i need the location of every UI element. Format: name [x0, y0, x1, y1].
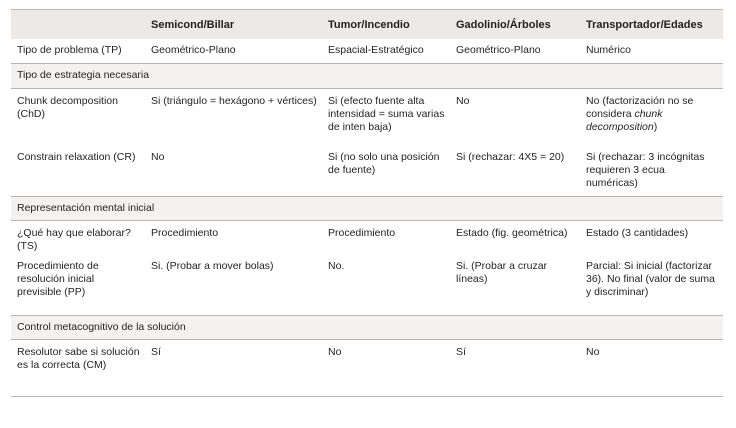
section-title: Control metacognitivo de la solución: [11, 316, 723, 340]
cell: Sí: [151, 346, 161, 358]
cell: Si. (Probar a cruzar líneas): [450, 254, 580, 316]
section-strategy: [11, 64, 723, 89]
cell: Espacial-Estratégico: [322, 39, 450, 64]
row-label: Resolutor sabe si solución es la correcta (CM): [17, 346, 140, 371]
header-row: [11, 10, 723, 39]
cell: Parcial: Si inicial (factorizar 36). No final (valor de suma y discriminar): [580, 254, 723, 316]
cell: Numérico: [580, 39, 723, 64]
cell: Si (efecto fuente alta intensidad = suma varias de inten baja): [328, 95, 445, 133]
cell: No: [456, 95, 470, 107]
row-label: Procedimiento de resolución inicial previsible (PP): [11, 254, 145, 316]
cell: No: [145, 145, 322, 197]
cell-italic-text: chunk decomposition: [586, 108, 663, 133]
header-semicond-billar: Semicond/Billar: [151, 18, 235, 31]
section-control: [11, 316, 723, 340]
header-transportador-edades: Transportador/Edades: [586, 18, 703, 31]
cell: [580, 89, 723, 145]
cell: Si. (Probar a mover bolas): [145, 254, 322, 316]
row-label: ¿Qué hay que elaborar? (TS): [17, 227, 131, 252]
cell: Geométrico-Plano: [450, 39, 580, 64]
cell: No: [328, 346, 342, 358]
cell: Si (no solo una posición de fuente): [322, 145, 450, 197]
header-empty: [11, 10, 145, 39]
cell: Si (rechazar: 4X5 = 20): [450, 145, 580, 197]
row-label: Constrain relaxation (CR): [11, 145, 145, 197]
section-title: Tipo de estrategia necesaria: [11, 64, 723, 89]
row-label: Chunk decomposition (ChD): [17, 95, 118, 120]
cell-text: No (factorización no se considera: [586, 95, 694, 120]
row-procedimiento: [11, 254, 723, 316]
cell-text-tail: ): [653, 121, 658, 133]
cell: Si (triángulo = hexágono + vértices): [151, 95, 317, 107]
cell: Estado (3 cantidades): [586, 227, 689, 239]
cell: Geométrico-Plano: [145, 39, 322, 64]
cell: Procedimiento: [151, 227, 219, 239]
cell: Si (rechazar: 3 incógnitas requieren 3 ecua numéricas): [580, 145, 723, 197]
row-tipo-problema: [11, 39, 723, 64]
row-constrain-relaxation: [11, 145, 723, 197]
header-tumor-incendio: Tumor/Incendio: [328, 18, 410, 31]
cell: Estado (fig. geométrica): [456, 227, 568, 239]
row-label: Tipo de problema (TP): [11, 39, 145, 64]
cell: No: [586, 346, 600, 358]
comparison-table: [11, 9, 723, 397]
cell: No.: [322, 254, 450, 316]
cell: Procedimiento: [328, 227, 396, 239]
row-chunk-decomposition: [11, 89, 723, 145]
row-resolutor: [11, 340, 723, 397]
cell: Sí: [456, 346, 466, 358]
header-gadolinio-arboles: Gadolinio/Árboles: [456, 18, 551, 31]
section-title: Representación mental inicial: [11, 197, 723, 221]
section-representation: [11, 197, 723, 221]
row-que-elaborar: [11, 221, 723, 254]
